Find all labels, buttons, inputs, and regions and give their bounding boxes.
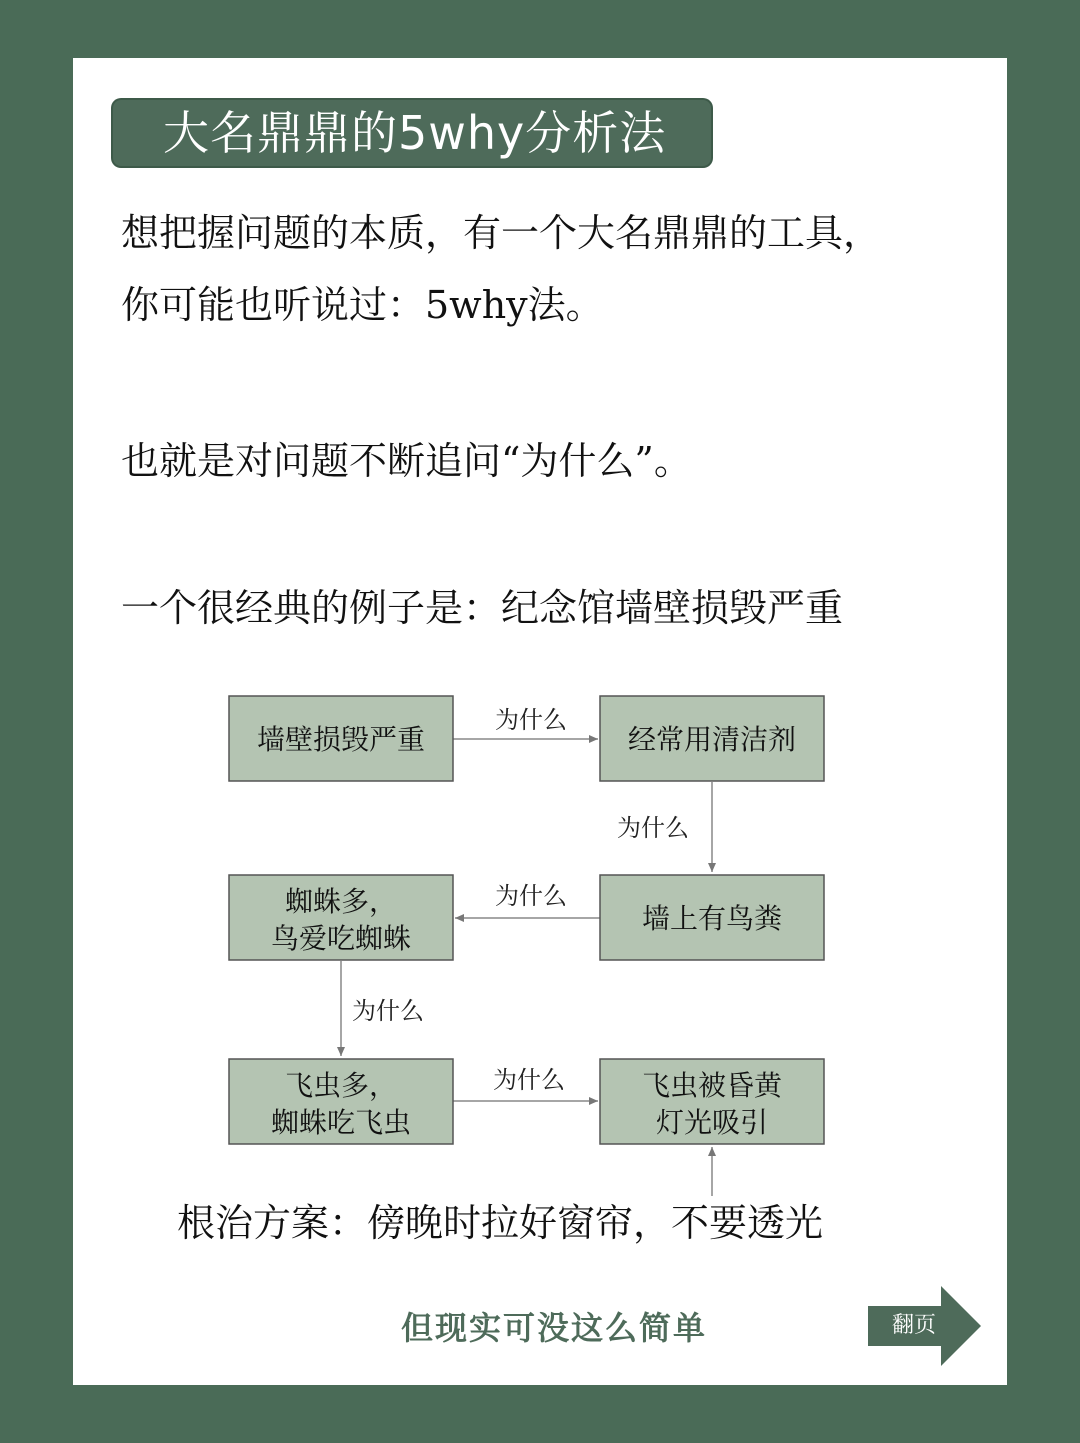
svg-text:墙壁损毁严重: 墙壁损毁严重 xyxy=(256,723,426,756)
node-insects xyxy=(229,1059,453,1144)
footer-teaser: 但现实可没这么简单 xyxy=(401,1309,708,1347)
svg-text:蜘蛛吃飞虫: 蜘蛛吃飞虫 xyxy=(270,1106,412,1139)
svg-text:蜘蛛多，: 蜘蛛多， xyxy=(284,885,398,918)
svg-text:墙上有鸟粪: 墙上有鸟粪 xyxy=(641,902,783,935)
node-bird-droppings xyxy=(600,875,824,960)
edge-label-3: 为什么 xyxy=(495,882,567,910)
edge-label-4: 为什么 xyxy=(352,997,424,1025)
node-spiders xyxy=(229,875,453,960)
intro-line-1: 想把握问题的本质，有一个大名鼎鼎的工具， xyxy=(121,211,882,255)
edge-label-1: 为什么 xyxy=(495,706,567,734)
svg-text:飞虫被昏黄: 飞虫被昏黄 xyxy=(641,1069,783,1102)
intro-line-2: 你可能也听说过：5why法。 xyxy=(121,283,604,327)
solution-text: 根治方案：傍晚时拉好窗帘，不要透光 xyxy=(177,1201,824,1245)
example-text: 一个很经典的例子是：纪念馆墙壁损毁严重 xyxy=(121,586,844,630)
svg-text:灯光吸引: 灯光吸引 xyxy=(655,1106,769,1139)
node-cleaner xyxy=(600,696,824,781)
node-wall-damage xyxy=(229,696,453,781)
node-lights xyxy=(600,1059,824,1144)
svg-text:飞虫多，: 飞虫多， xyxy=(284,1069,398,1102)
svg-text:经常用清洁剂: 经常用清洁剂 xyxy=(627,723,797,756)
edge-label-5: 为什么 xyxy=(493,1066,565,1094)
page-title: 大名鼎鼎的5why分析法 xyxy=(113,100,711,166)
edge-label-2: 为什么 xyxy=(617,814,689,842)
content-card xyxy=(73,58,1007,1385)
next-page-button[interactable] xyxy=(868,1286,983,1366)
svg-text:鸟爱吃蜘蛛: 鸟爱吃蜘蛛 xyxy=(270,922,412,955)
5why-flow-diagram xyxy=(73,58,1007,1385)
definition-text: 也就是对问题不断追问“为什么”。 xyxy=(121,439,692,483)
next-page-label: 翻页 xyxy=(892,1313,937,1338)
